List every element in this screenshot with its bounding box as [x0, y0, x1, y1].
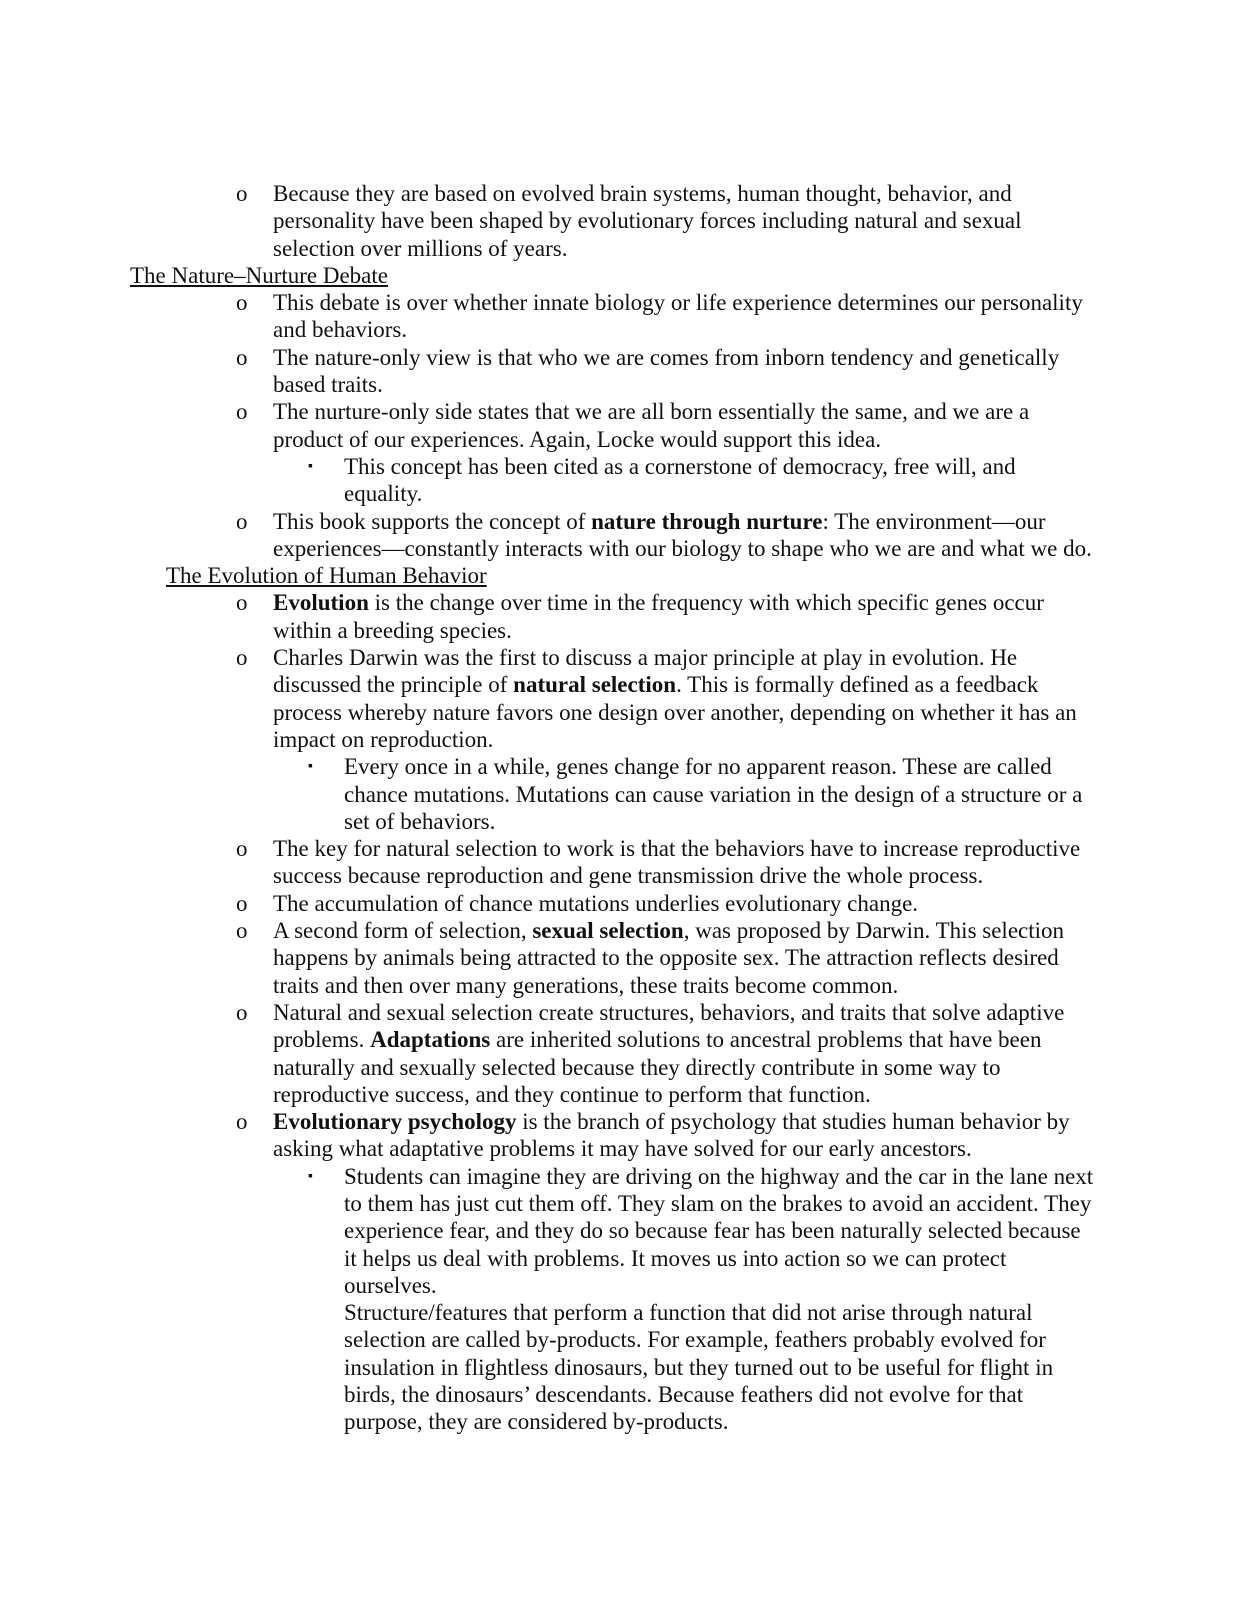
bullet-square-icon: ▪: [308, 1168, 313, 1184]
sub-list-item-continuation: Structure/features that perform a function that did not arise through natural selection are called by-products. For example, feathers probably evolved for insulation in flightless dinosaurs, but they turned out to be useful for flight in birds, the dinosaurs’ descendants. Because feathers did not evolve for that purpose, they are considered by-products.: [344, 1300, 1054, 1435]
list-item: [0, 1108, 1236, 1163]
list-item: [0, 289, 1236, 344]
list-item: [0, 344, 1236, 399]
bullet-o-icon: o: [236, 181, 248, 206]
bullet-o-icon: o: [236, 290, 248, 316]
bullet-square-icon: ▪: [308, 458, 313, 474]
sub-list-item: [0, 453, 1236, 508]
bullet-o-icon: o: [236, 836, 248, 862]
list-item: [0, 999, 1236, 1108]
sub-list-item: [0, 1163, 1236, 1436]
bullet-o-icon: o: [236, 590, 248, 616]
bold-term-adaptations: Adaptations: [370, 1027, 491, 1053]
bold-term-nature-through-nurture: nature through nurture: [591, 508, 823, 534]
list-item-text: Natural and sexual selection create structures, behaviors, and traits that solve adaptive problems. Adaptations are inherited solutions to ancestral problems that have been naturally and sexually selected because they directly contribute in some way to reproductive success, and they continue to perform that function.: [273, 999, 1065, 1107]
bold-term-evolution: Evolution: [273, 590, 369, 616]
list-item-text: A second form of selection, sexual selection, was proposed by Darwin. This selection happens by animals being attracted to the opposite sex. The attraction reflects desired traits and then over many generations, these traits become common.: [273, 918, 1065, 998]
list-item: [0, 917, 1236, 999]
sub-list-item-text: Every once in a while, genes change for no apparent reason. These are called chance mutations. Mutations can cause variation in the design of a structure or a set of behaviors.: [344, 754, 1083, 834]
bullet-o-icon: o: [236, 508, 248, 534]
bullet-o-icon: o: [236, 1109, 248, 1135]
list-item: [0, 890, 1236, 917]
list-item-text: The key for natural selection to work is that the behaviors have to increase reproductive success because reproduction and gene transmission drive the whole process.: [273, 836, 1081, 889]
bold-term-evolutionary-psychology: Evolutionary psychology: [273, 1109, 517, 1135]
bold-term-natural-selection: natural selection: [513, 672, 677, 698]
list-item-text: This debate is over whether innate biology or life experience determines our personality and behaviors.: [273, 290, 1083, 343]
list-item-text: Charles Darwin was the first to discuss a major principle at play in evolution. He discussed the principle of natural selection. This is formally defined as a feedback process whereby nature favors one design over another, depending on whether it has an impact on reproduction.: [273, 645, 1077, 752]
list-item: [0, 180, 1236, 262]
list-item: [0, 508, 1236, 563]
sub-list-item-text: This concept has been cited as a cornerstone of democracy, free will, and equality.: [344, 453, 1016, 507]
bullet-o-icon: o: [236, 890, 248, 916]
sub-list-item: [0, 753, 1236, 835]
list-item: [0, 644, 1236, 753]
bullet-o-icon: o: [236, 344, 248, 370]
section-heading-nature-nurture: The Nature–Nurture Debate: [130, 262, 388, 288]
bold-term-sexual-selection: sexual selection: [532, 918, 684, 944]
list-item-text: Because they are based on evolved brain systems, human thought, behavior, and personality have been shaped by evolutionary forces including natural and sexual selection over millions of years.: [273, 181, 1022, 261]
list-item-text: Evolutionary psychology is the branch of psychology that studies human behavior by asking what adaptative problems it may have solved for our early ancestors.: [273, 1109, 1070, 1162]
bullet-square-icon: ▪: [308, 759, 313, 775]
list-item-text: The nature-only view is that who we are comes from inborn tendency and genetically based traits.: [273, 344, 1060, 398]
list-item-text: Evolution is the change over time in the frequency with which specific genes occur within a breeding species.: [273, 590, 1044, 643]
list-item: [0, 398, 1236, 453]
document-page: [0, 180, 1236, 1436]
bullet-o-icon: o: [236, 999, 248, 1025]
sub-list-item-text: Students can imagine they are driving on the highway and the car in the lane next to them has just cut them off. They slam on the brakes to avoid an accident. They experience fear, and they do so because fear has been naturally selected because it helps us deal with problems. It moves us into action so we can protect ourselves.: [344, 1163, 1094, 1298]
list-item-text: The accumulation of chance mutations underlies evolutionary change.: [273, 890, 919, 916]
list-item: [0, 589, 1236, 644]
list-item-text: This book supports the concept of nature through nurture: The environment—our experiences—constantly interacts with our biology to shape who we are and what we do.: [273, 508, 1092, 561]
list-item: [0, 835, 1236, 890]
section-heading-evolution: The Evolution of Human Behavior: [166, 563, 487, 589]
list-item-text: The nurture-only side states that we are all born essentially the same, and we are a product of our experiences. Again, Locke would support this idea.: [273, 399, 1030, 452]
bullet-o-icon: o: [236, 918, 248, 944]
bullet-o-icon: o: [236, 645, 248, 671]
bullet-o-icon: o: [236, 399, 248, 425]
